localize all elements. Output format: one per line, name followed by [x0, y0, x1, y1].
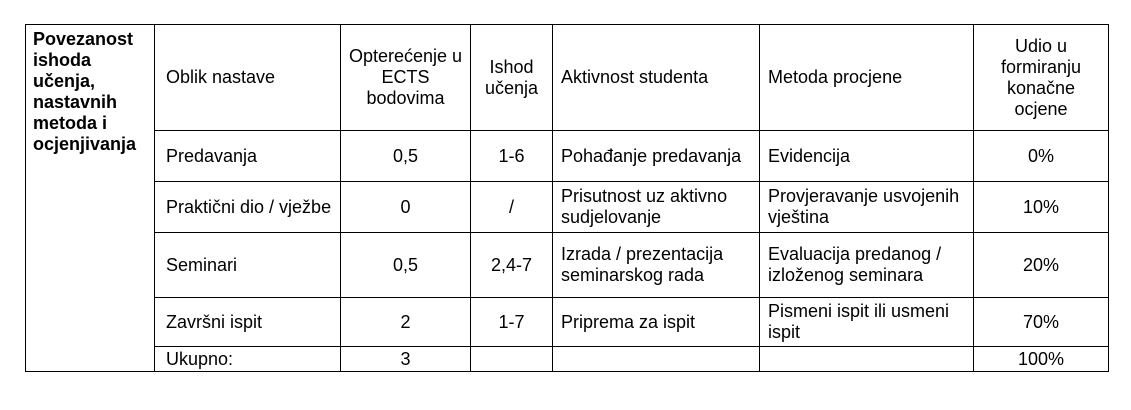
cell-aktivnost: Izrada / prezentacija seminarskog rada	[553, 233, 760, 298]
cell-udio: 0%	[974, 131, 1109, 182]
cell-udio: 70%	[974, 298, 1109, 347]
cell-aktivnost: Priprema za ispit	[553, 298, 760, 347]
table-row	[26, 131, 1109, 182]
cell-metoda: Provjeravanje usvojenih vještina	[760, 182, 974, 233]
empty-cell	[553, 347, 760, 372]
cell-metoda: Evidencija	[760, 131, 974, 182]
total-udio: 100%	[974, 347, 1109, 372]
header-ects: Opterećenje u ECTS bodovima	[341, 25, 471, 131]
cell-oblik: Seminari	[155, 233, 341, 298]
table-row	[26, 298, 1109, 347]
cell-ects: 0	[341, 182, 471, 233]
cell-oblik: Završni ispit	[155, 298, 341, 347]
assessment-table	[25, 24, 1109, 372]
cell-metoda: Evaluacija predanog / izloženog seminara	[760, 233, 974, 298]
cell-udio: 20%	[974, 233, 1109, 298]
cell-ishod: 1-7	[471, 298, 553, 347]
empty-cell	[471, 347, 553, 372]
header-ishod: Ishod učenja	[471, 25, 553, 131]
cell-ishod: 2,4-7	[471, 233, 553, 298]
header-aktivnost: Aktivnost studenta	[553, 25, 760, 131]
cell-oblik: Predavanja	[155, 131, 341, 182]
total-row	[26, 347, 1109, 372]
header-metoda: Metoda procjene	[760, 25, 974, 131]
cell-ishod: 1-6	[471, 131, 553, 182]
cell-ects: 2	[341, 298, 471, 347]
cell-ishod: /	[471, 182, 553, 233]
cell-udio: 10%	[974, 182, 1109, 233]
header-oblik: Oblik nastave	[155, 25, 341, 131]
cell-metoda: Pismeni ispit ili usmeni ispit	[760, 298, 974, 347]
empty-cell	[760, 347, 974, 372]
cell-aktivnost: Pohađanje predavanja	[553, 131, 760, 182]
cell-oblik: Praktični dio / vježbe	[155, 182, 341, 233]
cell-ects: 0,5	[341, 131, 471, 182]
cell-aktivnost: Prisutnost uz aktivno sudjelovanje	[553, 182, 760, 233]
table-row	[26, 182, 1109, 233]
row-header-cell: Povezanost ishoda učenja, nastavnih metoda i ocjenjivanja	[26, 25, 155, 372]
table-row	[26, 233, 1109, 298]
header-udio: Udio u formiranju konačne ocjene	[974, 25, 1109, 131]
cell-ects: 0,5	[341, 233, 471, 298]
header-row	[26, 25, 1109, 131]
total-ects: 3	[341, 347, 471, 372]
total-label: Ukupno:	[155, 347, 341, 372]
